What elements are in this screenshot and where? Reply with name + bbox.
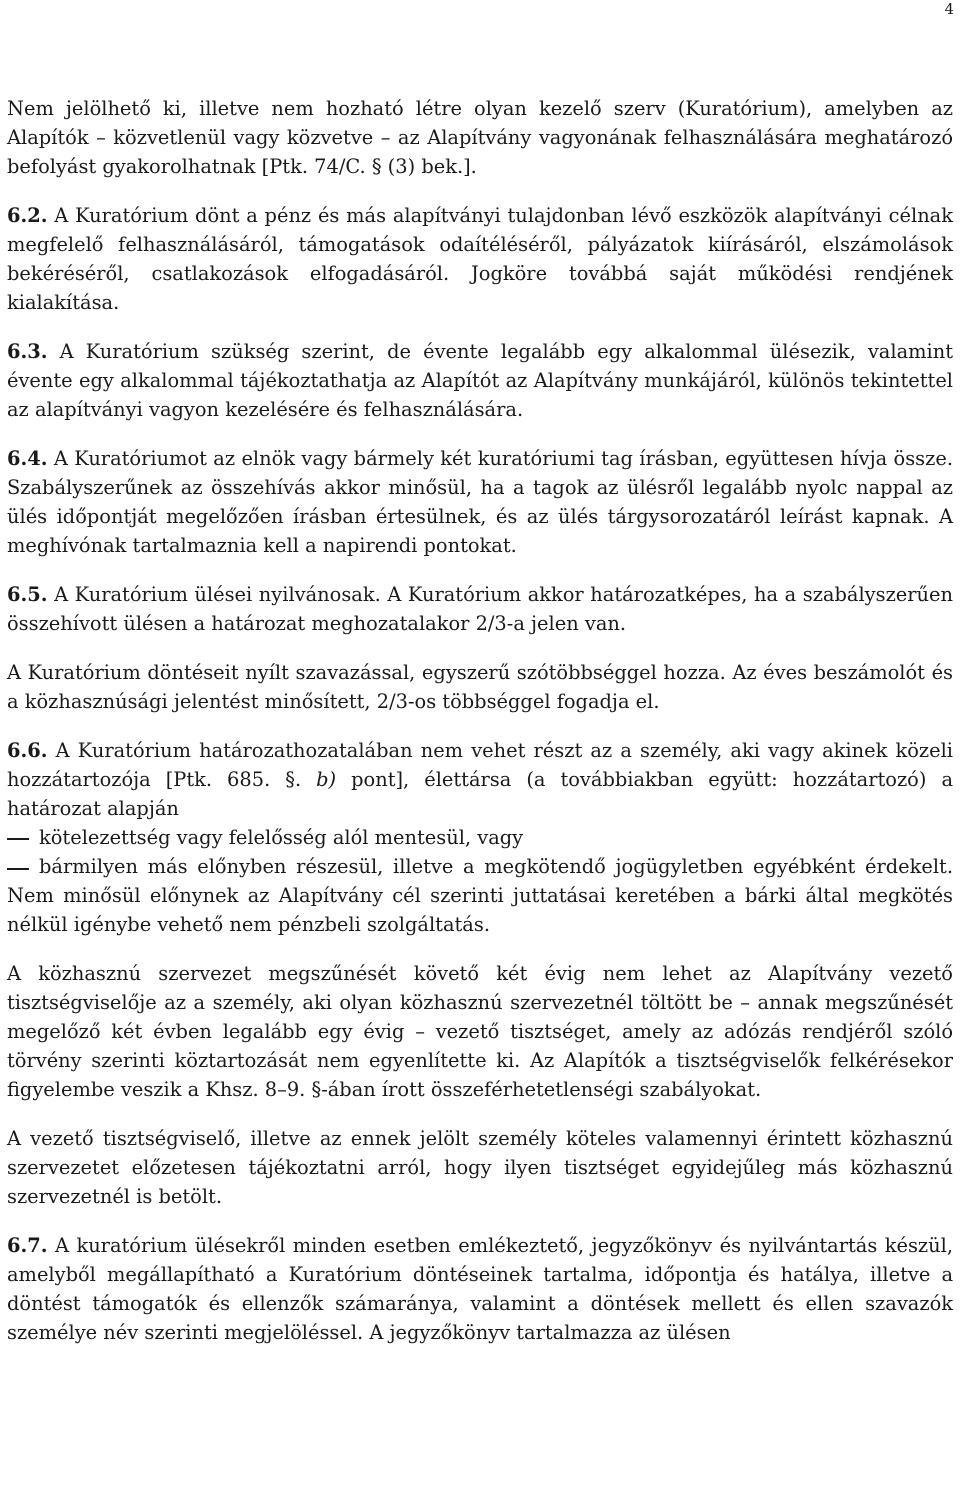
document-body [7,94,953,1367]
section-text: A Kuratórium dönt a pénz és más alapítványi tulajdonban lévő eszközök alapítványi célnak megfelelő felhasználásáról, támogatások odaítéléséről, pályázatok kiírásáról, elszámolások bekéréséről, csatlakozások elfogadásáról. Jogköre továbbá saját működési rendjének kialakítása. [7,204,953,314]
section-text-italic: b) [316,768,337,791]
section-text: A kuratórium ülésekről minden esetben emlékeztető, jegyzőkönyv és nyilvántartás készül, amelyből megállapítható a Kuratórium döntéseinek tartalma, időpontja és hatálya, illetve a döntést támogatók és ellenzők számaránya, valamint a döntések mellett és ellen szavazók személye név szerinti megjelöléssel. A jegyzőkönyv tartalmazza az ülésen [7,1234,953,1344]
section-6-6 [7,736,953,823]
section-6-5 [7,580,953,638]
section-text: A Kuratórium szükség szerint, de évente legalább egy alkalommal ülésezik, valamint évente egy alkalommal tájékoztathatja az Alapítót az Alapítvány munkájáról, különös tekintettel az alapítványi vagyon kezelésére és felhasználására. [7,340,953,421]
section-text: pont], élettársa (a továbbiakban együtt: hozzátartozó) a határozat alapján [7,768,953,820]
section-number: 6.5. [7,583,48,606]
section-number: 6.2. [7,204,48,227]
section-number: 6.3. [7,340,48,363]
section-6-4 [7,444,953,560]
dash-list-item: kötelezettség vagy felelősség alól mentesül, vagy [7,823,953,852]
section-6-2 [7,201,953,317]
page-number: 4 [944,0,954,18]
paragraph-leader-duty: A vezető tisztségviselő, illetve az ennek jelölt személy köteles valamennyi érintett közhasznú szervezetet előzetesen tájékoztatni arról, hogy ilyen tisztséget egyidejűleg más közhasznú szervezetnél is betölt. [7,1127,953,1208]
section-number: 6.6. [7,739,48,762]
section-number: 6.7. [7,1234,48,1257]
section-text: A Kuratóriumot az elnök vagy bármely két kuratóriumi tag írásban, együttesen hívja össze. Szabályszerűnek az összehívás akkor minősül, ha a tagok az ülésről legalább nyolc nappal az ülés időpontját megelőzően írásban értesülnek, és az ülés tárgysorozatáról leírást kapnak. A meghívónak tartalmaznia kell a napirendi pontokat. [7,447,953,557]
paragraph-decisions: A Kuratórium döntéseit nyílt szavazással, egyszerű szótöbbséggel hozza. Az éves beszámolót és a közhasznúsági jelentést minősített, 2/3-os többséggel fogadja el. [7,661,953,713]
section-number: 6.4. [7,447,48,470]
paragraph-dissolution: A közhasznú szervezet megszűnését követő két évig nem lehet az Alapítvány vezető tisztségviselője az a személy, aki olyan közhasznú szervezetnél töltött be – annak megszűnését megelőző két évben legalább egy évig – vezető tisztséget, amely az adózás rendjéről szóló törvény szerinti köztartozását nem egyenlítette ki. Az Alapítók a tisztségviselők felkérésekor figyelembe veszik a Khsz. 8–9. §-ában írott összeférhetetlenségi szabályokat. [7,962,953,1101]
dash-item-text: bármilyen más előnyben részesül, illetve a megkötendő jogügyletben egyébként érdekelt. Nem minősül előnynek az Alapítvány cél szerinti juttatásai keretében a bárki által megkötés nélkül igénybe vehető nem pénzbeli szolgáltatás. [7,855,953,936]
section-text: A Kuratórium ülései nyilvánosak. A Kuratórium akkor határozatképes, ha a szabályszerűen összehívott ülésen a határozat meghozatalakor 2/3-a jelen van. [7,583,953,635]
dash-list-item-continued [7,852,953,939]
section-6-7 [7,1231,953,1347]
paragraph-founders-influence: Nem jelölhető ki, illetve nem hozható létre olyan kezelő szerv (Kuratórium), amelyben az Alapítók – közvetlenül vagy közvetve – az Alapítvány vagyonának felhasználására meghatározó befolyást gyakorolhatnak [Ptk. 74/C. § (3) bek.]. [7,97,953,178]
section-text: A Kuratórium határozathozatalában nem vehet részt az a személy, aki vagy akinek közeli hozzátartozója [Ptk. 685. §. [7,739,953,791]
section-6-3 [7,337,953,424]
